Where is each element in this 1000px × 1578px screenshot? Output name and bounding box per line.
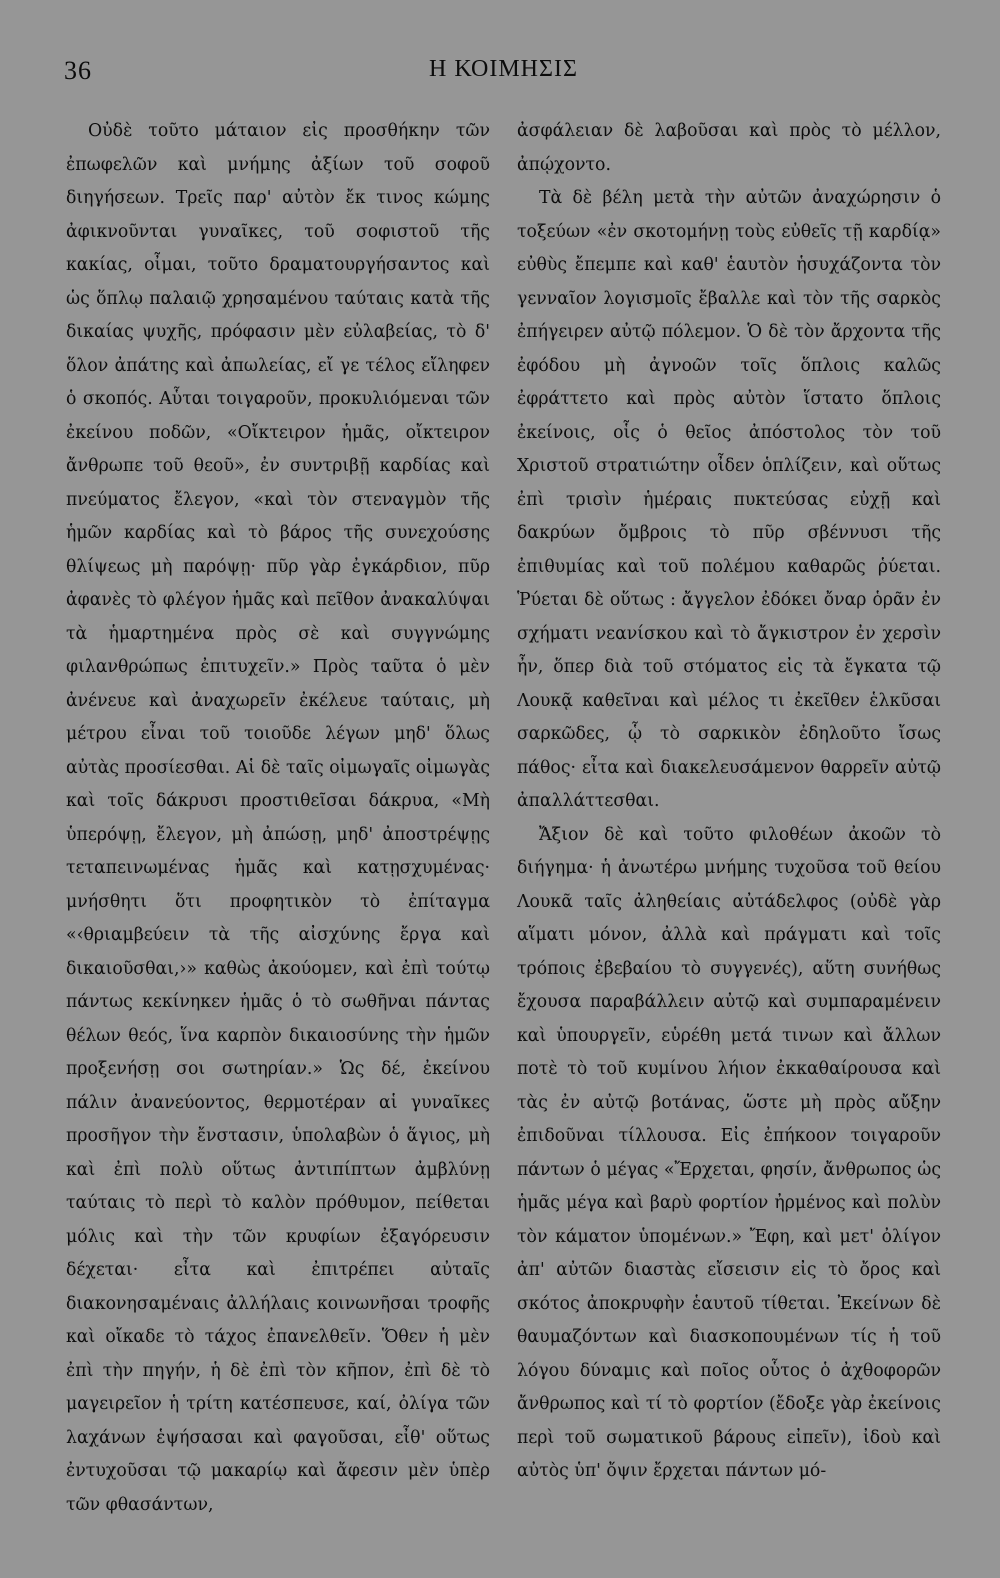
right-column [517, 115, 941, 1489]
page-number: 36 [64, 56, 92, 85]
running-title: Η ΚΟΙΜΗΣΙΣ [429, 56, 578, 82]
paragraph: Ἄξιον δὲ καὶ τοῦτο φιλοθέων ἀκοῶν τὸ διήγημα· ἡ ἀνωτέρω μνήμης τυχοῦσα τοῦ θείου Λουκᾶ ταῖς ἀληθείαις αὐτάδελφος (οὐδὲ γὰρ αἵματι μόνον, ἀλλὰ καὶ πράγματι καὶ τοῖς τρόποις ἐβεβαίου τὸ συγγενές), αὕτη συνήθως ἔχουσα παραβάλλειν αὐτῷ καὶ συμπαραμένειν καὶ ὑπουργεῖν, εὑρέθη μετά τινων καὶ ἄλλων ποτὲ τὸ τοῦ κυμίνου λήιον ἐκκαθαίρουσα καὶ τὰς ἐν αὐτῷ βοτάνας, ὥστε μὴ πρὸς αὔξην ἐπιδοῦναι τίλλουσα. Εἰς ἐπήκοον τοιγαροῦν πάντων ὁ μέγας «Ἔρχεται, φησίν, ἄνθρωπος ὡς ἡμᾶς μέγα καὶ βαρὺ φορτίον ἠρμένος καὶ πολὺν τὸν κάματον ὑπομένων.» Ἔφη, καὶ μετ' ὀλίγον ἀπ' αὐτῶν διαστὰς εἴσεισιν εἰς τὸ ὄρος καὶ σκότος ἀποκρυφὴν ἑαυτοῦ τίθεται. Ἐκείνων δὲ θαυμαζόντων καὶ διασκοπουμένων τίς ἡ τοῦ λόγου δύναμις καὶ ποῖος οὗτος ὁ ἀχθοφορῶν ἄνθρωπος καὶ τί τὸ φορτίον (ἔδοξε γὰρ ἐκείνοις περὶ τοῦ σωματικοῦ βάρους εἰπεῖν), ἰδοὺ καὶ αὐτὸς ὑπ' ὄψιν ἔρχεται πάντων μό- [517, 824, 941, 1481]
left-column [66, 115, 490, 1522]
paragraph: Τὰ δὲ βέλη μετὰ τὴν αὐτῶν ἀναχώρησιν ὁ τοξεύων «ἐν σκοτομήνῃ τοὺς εὐθεῖς τῇ καρδίᾳ» εὐθὺς ἔπεμπε καὶ καθ' ἑαυτὸν ἡσυχάζοντα τὸν γενναῖον λογισμοῖς ἔβαλλε καὶ τὸν τῆς σαρκὸς ἐπήγειρεν αὐτῷ πόλεμον. Ὁ δὲ τὸν ἄρχοντα τῆς ἐφόδου μὴ ἀγνοῶν τοῖς ὅπλοις καλῶς ἐφράττετο καὶ πρὸς αὐτὸν ἵστατο ὅπλοις ἐκείνοις, οἷς ὁ θεῖος ἀπόστολος τὸν τοῦ Χριστοῦ στρατιώτην οἶδεν ὁπλίζειν, καὶ οὕτως ἐπὶ τρισὶν ἡμέραις πυκτεύσας εὐχῇ καὶ δακρύων ὄμβροις τὸ πῦρ σβέννυσι τῆς ἐπιθυμίας καὶ τοῦ πολέμου καθαρῶς ῥύεται. Ῥύεται δὲ οὕτως : ἄγγελον ἐδόκει ὄναρ ὁρᾶν ἐν σχήματι νεανίσκου καὶ τὸ ἄγκιστρον ἐν χερσὶν ἦν, ὅπερ διὰ τοῦ στόματος εἰς τὰ ἔγκατα τῷ Λουκᾷ καθεῖναι καὶ μέλος τι ἐκεῖθεν ἑλκῦσαι σαρκῶδες, ᾧ τὸ σαρκικὸν ἐδηλοῦτο ἴσως πάθος· εἶτα καὶ διακελευσάμενον θαρρεῖν αὐτῷ ἀπαλλάττεσθαι. [517, 188, 941, 811]
page-header [64, 56, 934, 96]
paragraph: Οὐδὲ τοῦτο μάταιον εἰς προσθήκην τῶν ἐπωφελῶν καὶ μνήμης ἀξίων τοῦ σοφοῦ διηγήσεων. Τρεῖς παρ' αὐτὸν ἔκ τινος κώμης ἀφικνοῦνται γυναῖκες, τοῦ σοφιστοῦ τῆς κακίας, οἶμαι, τοῦτο δραματουργήσαντος καὶ ὡς ὅπλῳ παλαιῷ χρησαμένου ταύταις κατὰ τῆς δικαίας ψυχῆς, πρόφασιν μὲν εὐλαβείας, τὸ δ' ὅλον ἀπάτης καὶ ἀπωλείας, εἴ γε τέλος εἴληφεν ὁ σκοπός. Αὗται τοιγαροῦν, προκυλιόμεναι τῶν ἐκείνου ποδῶν, «Οἴκτειρον ἡμᾶς, οἴκτειρον ἄνθρωπε τοῦ θεοῦ», ἐν συντριβῇ καρδίας καὶ πνεύματος ἔλεγον, «καὶ τὸν στεναγμὸν τῆς ἡμῶν καρδίας καὶ τὸ βάρος τῆς συνεχούσης θλίψεως μὴ παρόψῃ· πῦρ γὰρ ἐγκάρδιον, πῦρ ἀφανὲς τὸ φλέγον ἡμᾶς καὶ πεῖθον ἀνακαλύψαι τὰ ἡμαρτημένα πρὸς σὲ καὶ συγγνώμης φιλανθρώπως ἐπιτυχεῖν.» Πρὸς ταῦτα ὁ μὲν ἀνένευε καὶ ἀναχωρεῖν ἐκέλευε ταύταις, μὴ μέτρου εἶναι τοῦ τοιοῦδε λέγων μηδ' ὅλως αὐτὰς προσίεσθαι. Αἱ δὲ ταῖς οἰμωγαῖς οἰμωγὰς καὶ τοῖς δάκρυσι προστιθεῖσαι δάκρυα, «Μὴ ὑπερόψῃ, ἔλεγον, μὴ ἀπώσῃ, μηδ' ἀποστρέψῃς τεταπεινωμένας ἡμᾶς καὶ κατῃσχυμένας· μνήσθητι ὅτι προφητικὸν τὸ ἐπίταγμα «‹θριαμβεύειν τὰ τῆς αἰσχύνης ἔργα καὶ δικαιοῦσθαι,›» καθὼς ἀκούομεν, καὶ ἐπὶ τούτῳ πάντως κεκίνηκεν ἡμᾶς ὁ τὸ σωθῆναι πάντας θέλων θεός, ἵνα καρπὸν δικαιοσύνης τὴν ἡμῶν προξενήσῃ σοι σωτηρίαν.» Ὡς δέ, ἐκείνου πάλιν ἀνανεύοντος, θερμοτέραν αἱ γυναῖκες προσῆγον τὴν ἔνστασιν, ὑπολαβὼν ὁ ἅγιος, μὴ καὶ ἐπὶ πολὺ οὕτως ἀντιπίπτων ἀμβλύνῃ ταύταις τὸ περὶ τὸ καλὸν πρόθυμον, πείθεται μόλις καὶ τὴν τῶν κρυφίων ἐξαγόρευσιν δέχεται· εἶτα καὶ ἐπιτρέπει αὐταῖς διακονησαμέναις ἀλλήλαις κοινωνῆσαι τροφῆς καὶ οἴκαδε τὸ τάχος ἐπανελθεῖν. Ὅθεν ἡ μὲν ἐπὶ τὴν πηγήν, ἡ δὲ ἐπὶ τὸν κῆπον, ἐπὶ δὲ τὸ μαγειρεῖον ἡ τρίτη κατέσπευσε, καί, ὀλίγα τῶν λαχάνων ἑψήσασαι καὶ φαγοῦσαι, εἶθ' οὕτως ἐντυχοῦσαι τῷ μακαρίῳ καὶ ἄφεσιν μὲν ὑπὲρ τῶν φθασάντων, [66, 121, 490, 1515]
paragraph: ἀσφάλειαν δὲ λαβοῦσαι καὶ πρὸς τὸ μέλλον, ἀπῴχοντο. [517, 121, 941, 175]
